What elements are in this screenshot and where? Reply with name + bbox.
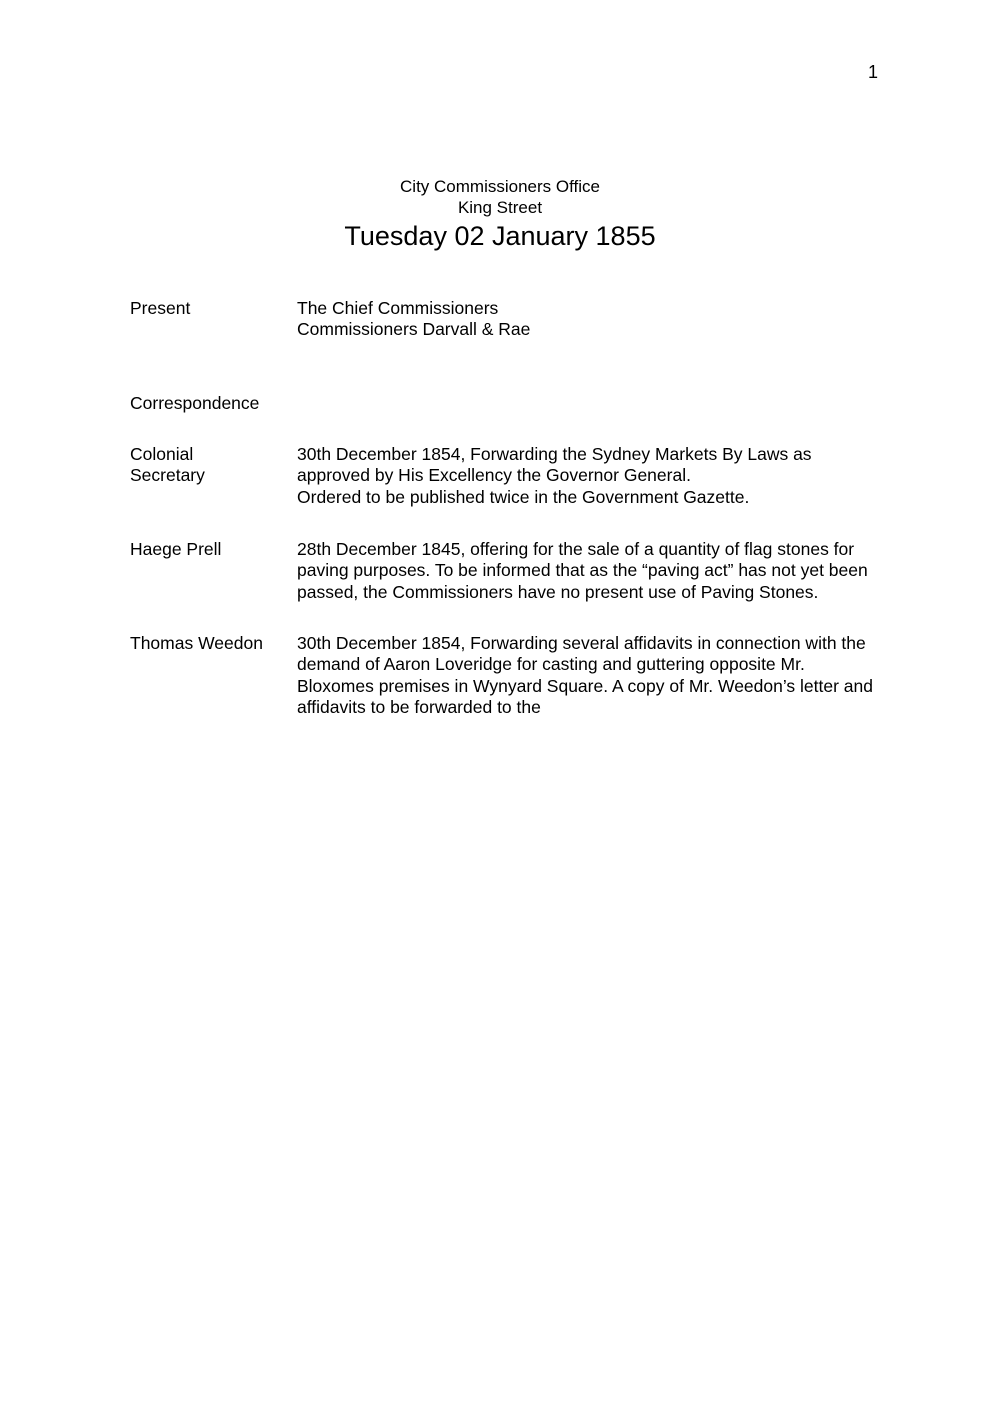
entry-text — [297, 633, 925, 718]
entry-sender-line: Thomas Weedon — [130, 633, 263, 653]
page-number: 1 — [867, 62, 878, 82]
office-street: King Street — [457, 198, 543, 217]
entry-sender — [130, 633, 290, 654]
office-name: City Commissioners Office — [400, 177, 600, 196]
entry-text-line: demand of Aaron Loveridge for casting and guttering opposite Mr. — [297, 654, 805, 675]
entry-sender-line: Haege Prell — [130, 539, 222, 559]
entry-text — [297, 444, 925, 508]
entry-sender — [130, 444, 290, 487]
entry-text-line: 30th December 1854, Forwarding several affidavits in connection with the — [297, 633, 866, 653]
entry-sender — [130, 539, 290, 560]
present-list — [297, 298, 925, 341]
entry-text-line: 28th December 1845, offering for the sale of a quantity of flag stones for — [297, 539, 855, 559]
entry-text-line: Ordered to be published twice in the Government Gazette. — [297, 486, 750, 507]
present-line: The Chief Commissioners — [297, 298, 499, 318]
present-line: Commissioners Darvall & Rae — [297, 319, 531, 340]
present-label: Present — [130, 298, 191, 318]
meeting-date: Tuesday 02 January 1855 — [344, 221, 656, 251]
entry-text-line: affidavits to be forwarded to the — [297, 696, 541, 717]
entry-text-line: paving purposes. To be informed that as the “paving act” has not yet been — [297, 560, 868, 581]
entry-sender-line: Secretary — [130, 465, 205, 486]
entry-sender-line: Colonial — [130, 444, 194, 464]
entry-text — [297, 539, 925, 603]
entry-text-line: passed, the Commissioners have no present use of Paving Stones. — [297, 581, 819, 602]
entry-text-line: approved by His Excellency the Governor General. — [297, 465, 691, 486]
correspondence-heading: Correspondence — [130, 393, 260, 413]
document-header — [0, 176, 1000, 252]
entry-text-line: Bloxomes premises in Wynyard Square. A copy of Mr. Weedon’s letter and — [297, 675, 874, 696]
entry-text-line: 30th December 1854, Forwarding the Sydney Markets By Laws as — [297, 444, 812, 464]
